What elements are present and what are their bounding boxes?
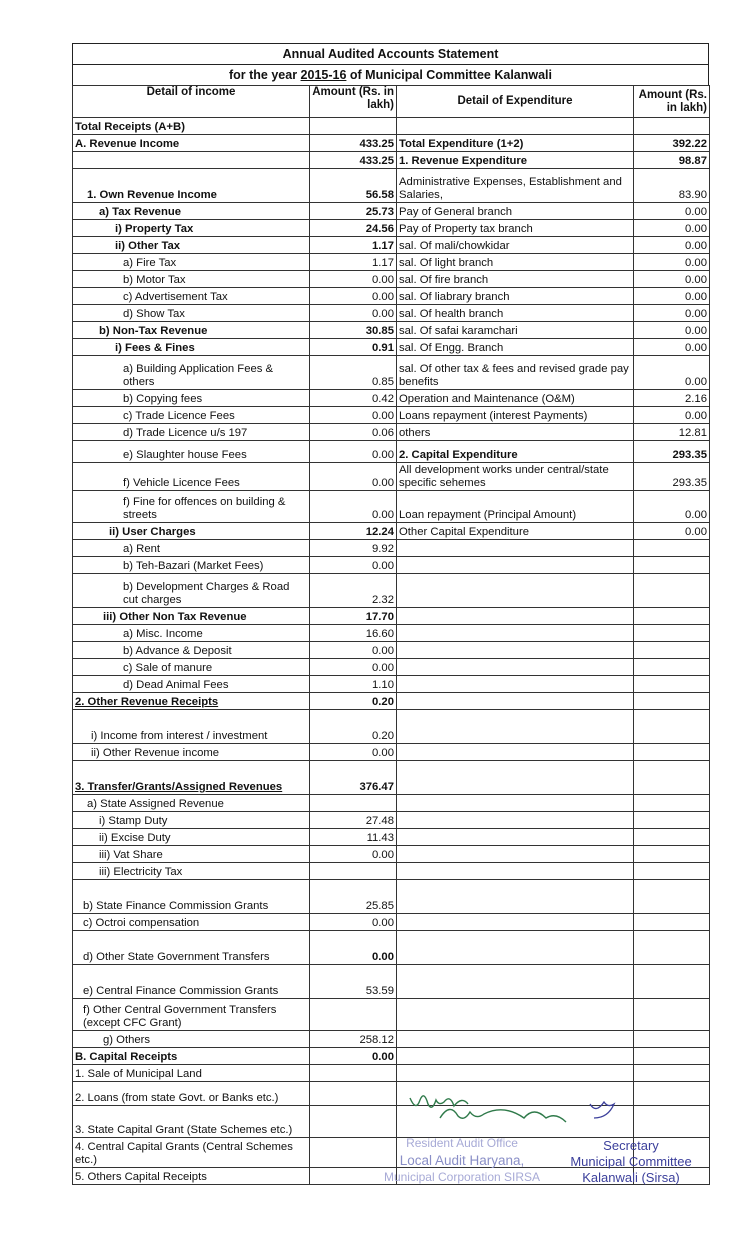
expenditure-label: 2. Capital Expenditure — [397, 441, 634, 463]
expenditure-label — [397, 965, 634, 999]
expenditure-amount — [634, 693, 710, 710]
table-row — [73, 356, 710, 390]
table-row — [73, 642, 710, 659]
expenditure-amount — [634, 118, 710, 135]
income-label — [73, 152, 310, 169]
income-label: b) Advance & Deposit — [73, 642, 310, 659]
table-row — [73, 931, 710, 965]
expenditure-label — [397, 863, 634, 880]
income-label: 2. Loans (from state Govt. or Banks etc.) — [73, 1082, 310, 1106]
expenditure-amount: 83.90 — [634, 169, 710, 203]
table-row — [73, 863, 710, 880]
expenditure-amount: 293.35 — [634, 463, 710, 491]
expenditure-label — [397, 574, 634, 608]
expenditure-amount — [634, 710, 710, 744]
expenditure-label — [397, 710, 634, 744]
income-amount — [310, 863, 397, 880]
income-amount-header: Amount (Rs. in lakh) — [310, 86, 397, 118]
income-label: i) Property Tax — [73, 220, 310, 237]
income-amount: 16.60 — [310, 625, 397, 642]
income-amount: 11.43 — [310, 829, 397, 846]
table-row — [73, 812, 710, 829]
table-row — [73, 761, 710, 795]
expenditure-label: 1. Revenue Expenditure — [397, 152, 634, 169]
income-label: d) Dead Animal Fees — [73, 676, 310, 693]
expenditure-label: sal. Of light branch — [397, 254, 634, 271]
income-label: a) Building Application Fees & others — [73, 356, 310, 390]
income-label: ii) Excise Duty — [73, 829, 310, 846]
title-line-2 — [73, 65, 708, 85]
income-detail-header: Detail of income — [73, 86, 310, 118]
expenditure-label — [397, 880, 634, 914]
income-amount: 9.92 — [310, 540, 397, 557]
expenditure-label: Other Capital Expenditure — [397, 523, 634, 540]
expenditure-label — [397, 812, 634, 829]
table-row — [73, 169, 710, 203]
table-row — [73, 288, 710, 305]
expenditure-label — [397, 540, 634, 557]
expenditure-label: Pay of General branch — [397, 203, 634, 220]
income-amount: 0.00 — [310, 1048, 397, 1065]
expenditure-label — [397, 999, 634, 1031]
table-row — [73, 999, 710, 1031]
income-amount: 0.00 — [310, 305, 397, 322]
income-label: a) Misc. Income — [73, 625, 310, 642]
income-amount: 0.00 — [310, 441, 397, 463]
income-label: d) Trade Licence u/s 197 — [73, 424, 310, 441]
table-row — [73, 557, 710, 574]
expenditure-label: Loan repayment (Principal Amount) — [397, 491, 634, 523]
income-amount: 0.42 — [310, 390, 397, 407]
expenditure-label: sal. Of mali/chowkidar — [397, 237, 634, 254]
title-prefix: for the year — [228, 68, 301, 82]
table-row — [73, 491, 710, 523]
income-amount: 0.85 — [310, 356, 397, 390]
table-row — [73, 407, 710, 424]
income-label: 5. Others Capital Receipts — [73, 1168, 310, 1185]
income-label: 2. Other Revenue Receipts — [73, 693, 310, 710]
income-amount: 2.32 — [310, 574, 397, 608]
title-suffix: of Municipal Committee Kalanwali — [346, 68, 553, 82]
expenditure-label: Total Expenditure (1+2) — [397, 135, 634, 152]
table-row — [73, 914, 710, 931]
income-label: b) State Finance Commission Grants — [73, 880, 310, 914]
income-label: e) Central Finance Commission Grants — [73, 965, 310, 999]
expenditure-amount — [634, 1048, 710, 1065]
secretary-stamp-line-3: Kalanwali (Sirsa) — [582, 1170, 680, 1185]
expenditure-amount: 98.87 — [634, 152, 710, 169]
expenditure-label: All development works under central/state specific sehemes — [397, 463, 634, 491]
table-row — [73, 463, 710, 491]
expenditure-label: sal. Of fire branch — [397, 271, 634, 288]
table-row — [73, 846, 710, 863]
expenditure-label — [397, 625, 634, 642]
income-amount: 25.73 — [310, 203, 397, 220]
income-label: f) Other Central Government Transfers (except CFC Grant) — [73, 999, 310, 1031]
expenditure-amount: 0.00 — [634, 305, 710, 322]
table-row — [73, 1031, 710, 1048]
expenditure-label — [397, 676, 634, 693]
expenditure-label — [397, 795, 634, 812]
expenditure-label: sal. Of Engg. Branch — [397, 339, 634, 356]
table-row — [73, 220, 710, 237]
income-label: B. Capital Receipts — [73, 1048, 310, 1065]
expenditure-amount — [634, 642, 710, 659]
expenditure-amount — [634, 914, 710, 931]
table-row — [73, 390, 710, 407]
expenditure-amount — [634, 608, 710, 625]
income-amount — [310, 795, 397, 812]
table-row — [73, 540, 710, 557]
income-amount: 25.85 — [310, 880, 397, 914]
expenditure-amount-header: Amount (Rs. in lakh) — [634, 86, 710, 118]
table-row — [73, 237, 710, 254]
income-label: i) Income from interest / investment — [73, 710, 310, 744]
income-amount: 0.20 — [310, 693, 397, 710]
income-amount: 30.85 — [310, 322, 397, 339]
expenditure-label — [397, 659, 634, 676]
audit-stamp-line-2: Local Audit Haryana, — [399, 1153, 525, 1168]
expenditure-amount — [634, 846, 710, 863]
income-label: iii) Other Non Tax Revenue — [73, 608, 310, 625]
income-amount: 0.00 — [310, 557, 397, 574]
expenditure-amount: 0.00 — [634, 356, 710, 390]
expenditure-label: others — [397, 424, 634, 441]
expenditure-amount — [634, 676, 710, 693]
expenditure-amount — [634, 574, 710, 608]
table-row — [73, 829, 710, 846]
handwritten-signature — [400, 1080, 640, 1140]
expenditure-amount — [634, 965, 710, 999]
expenditure-amount — [634, 863, 710, 880]
table-row — [73, 254, 710, 271]
income-label: ii) Other Tax — [73, 237, 310, 254]
income-label: a) Rent — [73, 540, 310, 557]
expenditure-amount — [634, 540, 710, 557]
expenditure-label — [397, 693, 634, 710]
income-label: i) Stamp Duty — [73, 812, 310, 829]
table-row — [73, 965, 710, 999]
expenditure-amount — [634, 829, 710, 846]
expenditure-amount: 0.00 — [634, 523, 710, 540]
income-label: 3. State Capital Grant (State Schemes etc.) — [73, 1106, 310, 1138]
income-label: iii) Electricity Tax — [73, 863, 310, 880]
income-amount: 27.48 — [310, 812, 397, 829]
table-body — [73, 118, 710, 1185]
table-row — [73, 271, 710, 288]
expenditure-amount: 0.00 — [634, 220, 710, 237]
table-row — [73, 880, 710, 914]
expenditure-amount — [634, 880, 710, 914]
expenditure-detail-header: Detail of Expenditure — [397, 86, 634, 118]
income-label: 1. Own Revenue Income — [73, 169, 310, 203]
expenditure-amount: 293.35 — [634, 441, 710, 463]
expenditure-amount: 0.00 — [634, 271, 710, 288]
signature-area — [360, 1080, 710, 1190]
income-label: Total Receipts (A+B) — [73, 118, 310, 135]
income-label: c) Sale of manure — [73, 659, 310, 676]
income-amount: 1.17 — [310, 254, 397, 271]
expenditure-label — [397, 1031, 634, 1048]
expenditure-label: Pay of Property tax branch — [397, 220, 634, 237]
income-amount: 1.17 — [310, 237, 397, 254]
expenditure-amount: 392.22 — [634, 135, 710, 152]
expenditure-amount: 0.00 — [634, 491, 710, 523]
table-row — [73, 574, 710, 608]
table-row — [73, 1048, 710, 1065]
title-box — [72, 43, 709, 85]
income-amount: 53.59 — [310, 965, 397, 999]
income-label: 3. Transfer/Grants/Assigned Revenues — [73, 761, 310, 795]
income-label: e) Slaughter house Fees — [73, 441, 310, 463]
expenditure-amount — [634, 931, 710, 965]
expenditure-label: sal. Of health branch — [397, 305, 634, 322]
income-amount: 376.47 — [310, 761, 397, 795]
secretary-stamp-line-1: Secretary — [603, 1138, 659, 1153]
income-label: iii) Vat Share — [73, 846, 310, 863]
income-label: a) Tax Revenue — [73, 203, 310, 220]
income-label: i) Fees & Fines — [73, 339, 310, 356]
income-label: f) Fine for offences on building & streets — [73, 491, 310, 523]
income-label: 1. Sale of Municipal Land — [73, 1065, 310, 1082]
income-label: b) Teh-Bazari (Market Fees) — [73, 557, 310, 574]
income-amount: 0.00 — [310, 463, 397, 491]
table-row — [73, 693, 710, 710]
expenditure-amount — [634, 744, 710, 761]
income-label: ii) Other Revenue income — [73, 744, 310, 761]
income-amount: 0.00 — [310, 659, 397, 676]
expenditure-amount: 0.00 — [634, 322, 710, 339]
table-row — [73, 744, 710, 761]
income-amount — [310, 999, 397, 1031]
expenditure-amount — [634, 625, 710, 642]
title-year: 2015-16 — [300, 68, 347, 82]
table-row — [73, 523, 710, 540]
expenditure-amount — [634, 1065, 710, 1082]
table-row — [73, 339, 710, 356]
income-label: b) Motor Tax — [73, 271, 310, 288]
expenditure-amount: 0.00 — [634, 288, 710, 305]
table-row — [73, 608, 710, 625]
income-label: f) Vehicle Licence Fees — [73, 463, 310, 491]
expenditure-label — [397, 642, 634, 659]
audit-stamp-line-1: Resident Audit Office — [406, 1136, 518, 1150]
expenditure-amount: 0.00 — [634, 339, 710, 356]
income-label: g) Others — [73, 1031, 310, 1048]
income-label: A. Revenue Income — [73, 135, 310, 152]
expenditure-label — [397, 557, 634, 574]
expenditure-amount: 0.00 — [634, 407, 710, 424]
audit-office-stamp — [372, 1135, 552, 1186]
income-amount: 12.24 — [310, 523, 397, 540]
expenditure-label — [397, 608, 634, 625]
income-label: ii) User Charges — [73, 523, 310, 540]
expenditure-label — [397, 931, 634, 965]
income-label: c) Trade Licence Fees — [73, 407, 310, 424]
expenditure-label — [397, 118, 634, 135]
income-label: a) Fire Tax — [73, 254, 310, 271]
expenditure-amount — [634, 999, 710, 1031]
expenditure-amount: 0.00 — [634, 237, 710, 254]
income-amount: 56.58 — [310, 169, 397, 203]
table-row — [73, 203, 710, 220]
expenditure-amount — [634, 1031, 710, 1048]
table-row — [73, 152, 710, 169]
income-amount: 0.00 — [310, 288, 397, 305]
income-amount: 0.00 — [310, 271, 397, 288]
income-amount: 0.91 — [310, 339, 397, 356]
income-amount: 0.20 — [310, 710, 397, 744]
income-label: a) State Assigned Revenue — [73, 795, 310, 812]
title-line-1: Annual Audited Accounts Statement — [73, 44, 708, 65]
expenditure-label: sal. Of other tax & fees and revised grade pay benefits — [397, 356, 634, 390]
income-label: b) Non-Tax Revenue — [73, 322, 310, 339]
expenditure-label — [397, 744, 634, 761]
expenditure-amount — [634, 659, 710, 676]
expenditure-label — [397, 829, 634, 846]
income-amount: 0.00 — [310, 744, 397, 761]
income-amount: 0.00 — [310, 491, 397, 523]
expenditure-label — [397, 1048, 634, 1065]
expenditure-label — [397, 914, 634, 931]
expenditure-label: sal. Of safai karamchari — [397, 322, 634, 339]
table-row — [73, 118, 710, 135]
expenditure-amount — [634, 557, 710, 574]
income-label: c) Advertisement Tax — [73, 288, 310, 305]
income-label: b) Copying fees — [73, 390, 310, 407]
income-amount: 0.00 — [310, 931, 397, 965]
expenditure-amount — [634, 812, 710, 829]
income-label: d) Show Tax — [73, 305, 310, 322]
secretary-stamp — [556, 1138, 706, 1186]
table-row — [73, 676, 710, 693]
table-row — [73, 424, 710, 441]
income-amount: 0.06 — [310, 424, 397, 441]
income-amount: 0.00 — [310, 642, 397, 659]
expenditure-label: Administrative Expenses, Establishment and Salaries, — [397, 169, 634, 203]
expenditure-amount: 0.00 — [634, 254, 710, 271]
table-row — [73, 441, 710, 463]
secretary-stamp-line-2: Municipal Committee — [570, 1154, 692, 1169]
audit-stamp-line-3: Municipal Corporation SIRSA — [383, 1170, 541, 1184]
income-label: b) Development Charges & Road cut charges — [73, 574, 310, 608]
income-amount: 24.56 — [310, 220, 397, 237]
income-amount: 17.70 — [310, 608, 397, 625]
income-amount: 0.00 — [310, 407, 397, 424]
expenditure-label — [397, 761, 634, 795]
expenditure-label: Operation and Maintenance (O&M) — [397, 390, 634, 407]
income-amount: 1.10 — [310, 676, 397, 693]
accounts-table — [72, 85, 710, 1185]
expenditure-amount — [634, 761, 710, 795]
income-amount: 258.12 — [310, 1031, 397, 1048]
income-amount — [310, 118, 397, 135]
income-amount: 433.25 — [310, 152, 397, 169]
income-label: 4. Central Capital Grants (Central Schemes etc.) — [73, 1138, 310, 1168]
table-row — [73, 322, 710, 339]
income-amount: 0.00 — [310, 914, 397, 931]
statement-sheet — [72, 43, 709, 1185]
income-amount: 433.25 — [310, 135, 397, 152]
table-row — [73, 659, 710, 676]
expenditure-label — [397, 846, 634, 863]
table-row — [73, 305, 710, 322]
income-amount: 0.00 — [310, 846, 397, 863]
expenditure-label — [397, 1065, 634, 1082]
expenditure-amount: 0.00 — [634, 203, 710, 220]
expenditure-amount: 12.81 — [634, 424, 710, 441]
income-amount — [310, 1065, 397, 1082]
table-row — [73, 795, 710, 812]
income-label: d) Other State Government Transfers — [73, 931, 310, 965]
table-row — [73, 625, 710, 642]
expenditure-label: sal. Of liabrary branch — [397, 288, 634, 305]
income-label: c) Octroi compensation — [73, 914, 310, 931]
table-row — [73, 1065, 710, 1082]
table-row — [73, 710, 710, 744]
expenditure-amount — [634, 795, 710, 812]
expenditure-label: Loans repayment (interest Payments) — [397, 407, 634, 424]
expenditure-amount: 2.16 — [634, 390, 710, 407]
table-row — [73, 135, 710, 152]
